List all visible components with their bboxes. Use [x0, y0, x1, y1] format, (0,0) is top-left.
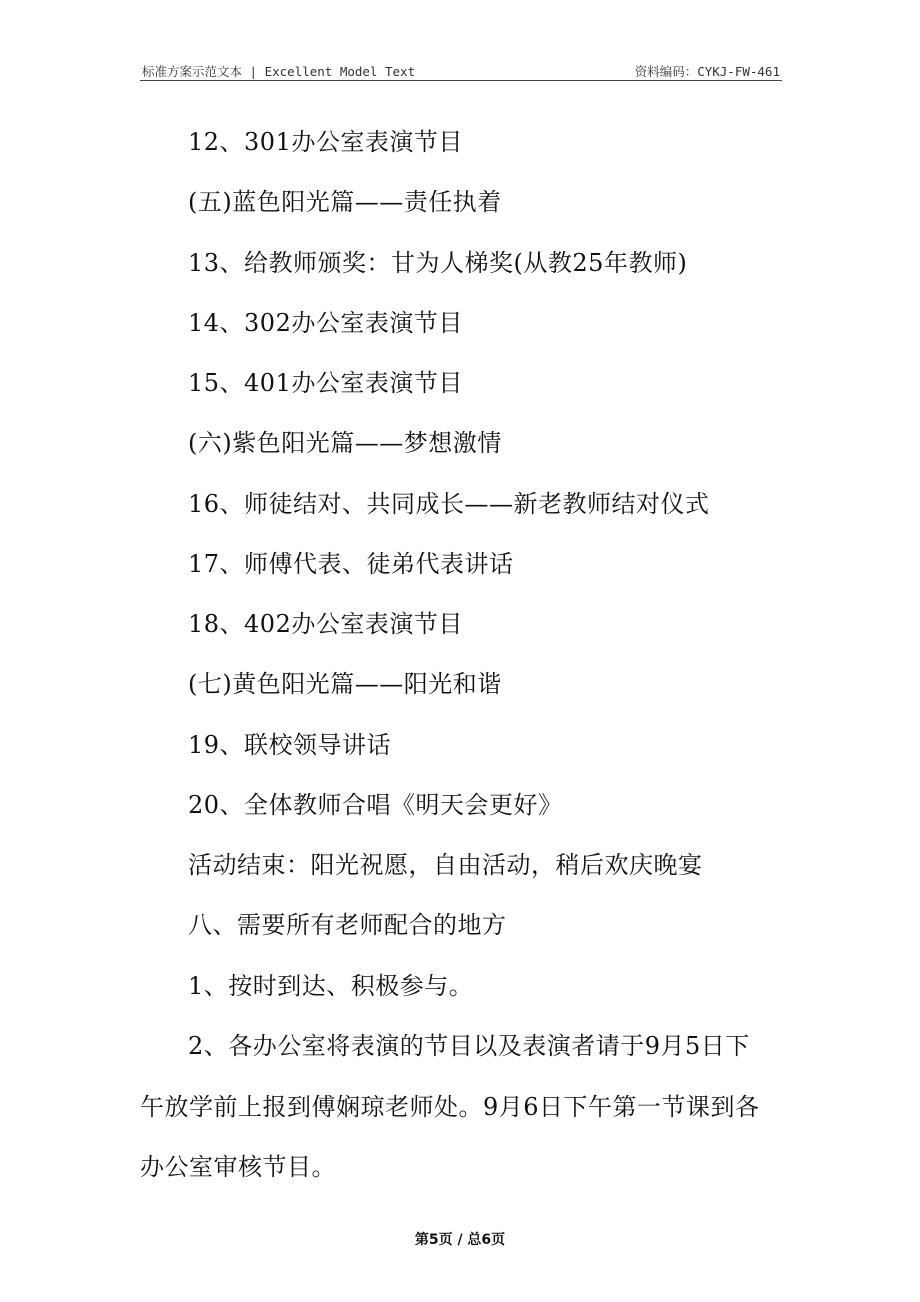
program-item-15: 15、401办公室表演节目 — [188, 369, 463, 397]
program-item-16: 16、师徒结对、共同成长——新老教师结对仪式 — [188, 490, 710, 518]
page-header — [140, 60, 782, 81]
program-item-14: 14、302办公室表演节目 — [188, 309, 463, 337]
activity-end-line: 活动结束：阳光祝愿，自由活动，稍后欢庆晚宴 — [188, 851, 703, 879]
section-heading-5: (五)蓝色阳光篇——责任执着 — [188, 188, 502, 216]
program-item-20: 20、全体教师合唱《明天会更好》 — [188, 791, 563, 819]
requirement-item-2-line-1: 2、各办公室将表演的节目以及表演者请于9月5日下 — [188, 1032, 750, 1060]
requirement-item-2-line-2: 午放学前上报到傅娴琼老师处。9月6日下午第一节课到各 — [140, 1093, 760, 1121]
program-item-17: 17、师傅代表、徒弟代表讲话 — [188, 550, 514, 578]
page-number: 第5页 / 总6页 — [414, 1232, 506, 1248]
program-item-13: 13、给教师颁奖：甘为人梯奖(从教25年教师) — [188, 249, 688, 277]
requirement-item-2-line-3: 办公室审核节目。 — [140, 1153, 336, 1181]
section-heading-7: (七)黄色阳光篇——阳光和谐 — [188, 670, 502, 698]
program-item-19: 19、联校领导讲话 — [188, 731, 392, 759]
requirement-item-1: 1、按时到达、积极参与。 — [188, 972, 474, 1000]
program-item-12: 12、301办公室表演节目 — [188, 128, 463, 156]
header-title: 标准方案示范文本 | Excellent Model Text — [142, 64, 416, 79]
header-doc-code: 资料编码：CYKJ-FW-461 — [634, 64, 780, 79]
section-heading-6: (六)紫色阳光篇——梦想激情 — [188, 429, 502, 457]
section-heading-8: 八、需要所有老师配合的地方 — [188, 911, 507, 939]
program-item-18: 18、402办公室表演节目 — [188, 610, 463, 638]
